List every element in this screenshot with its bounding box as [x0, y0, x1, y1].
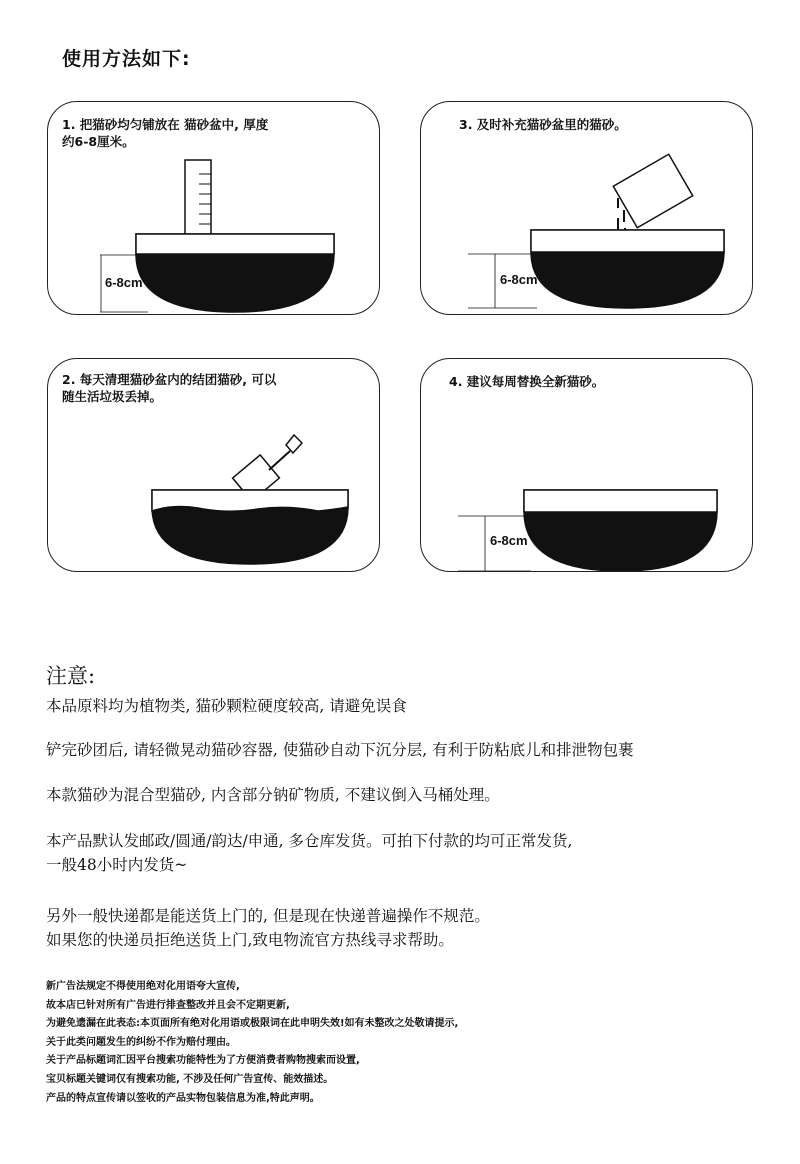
disclaimer-line: 故本店已针对所有广告进行排查整改并且会不定期更新, — [46, 999, 290, 1011]
usage-title: 使用方法如下: — [62, 48, 191, 70]
litter-bag-icon — [613, 154, 692, 228]
step-card-3 — [420, 101, 753, 315]
disclaimer-line: 关于产品标题词汇因平台搜索功能特性为了方便消费者购物搜索而设置, — [46, 1055, 360, 1067]
step-3-measure-label: 6-8cm — [500, 272, 538, 287]
note-item: 如果您的快递员拒绝送货上门,致电物流官方热线寻求帮助。 — [46, 931, 454, 949]
disclaimer-line: 宝贝标题关键词仅有搜索功能, 不涉及任何广告宣传、能效描述。 — [46, 1073, 334, 1085]
step-2-caption: 2. 每天清理猫砂盆内的结团猫砂, 可以 随生活垃圾丢掉。 — [62, 372, 277, 404]
note-item: 另外一般快递都是能送货上门的, 但是现在快递普遍操作不规范。 — [46, 907, 490, 925]
note-item: 本产品默认发邮政/圆通/韵达/申通, 多仓库发货。可拍下付款的均可正常发货, — [46, 832, 573, 850]
step-2-illustration — [48, 359, 380, 572]
step-1-caption: 1. 把猫砂均匀铺放在 猫砂盆中, 厚度 约6-8厘米。 — [62, 117, 269, 149]
disclaimer-line: 新广告法规定不得使用绝对化用语夸大宣传, — [46, 981, 240, 992]
disclaimer-line: 产品的特点宣传请以签收的产品实物包装信息为准,特此声明。 — [46, 1092, 320, 1104]
step-card-4 — [420, 358, 753, 572]
disclaimer-line: 为避免遗漏在此表态:本页面所有绝对化用语或极限词在此申明失效!如有未整改之处敬请提示, — [46, 1018, 459, 1030]
note-item: 铲完砂团后, 请轻微晃动猫砂容器, 使猫砂自动下沉分层, 有利于防粘底儿和排泄物包裹 — [46, 741, 634, 759]
litter-bowl-icon — [136, 234, 334, 312]
step-card-1 — [47, 101, 380, 315]
step-card-2 — [47, 358, 380, 572]
note-item: 本品原料均为植物类, 猫砂颗粒硬度较高, 请避免误食 — [46, 697, 407, 715]
ad-law-disclaimer — [46, 978, 458, 1108]
note-item: 本款猫砂为混合型猫砂, 内含部分钠矿物质, 不建议倒入马桶处理。 — [46, 786, 500, 804]
step-4-caption: 4. 建议每周替换全新猫砂。 — [449, 374, 605, 389]
disclaimer-line: 关于此类问题发生的纠纷不作为赔付理由。 — [46, 1036, 236, 1048]
step-1-illustration — [48, 102, 380, 315]
notes-heading: 注意: — [46, 664, 96, 688]
step-4-illustration — [421, 359, 753, 572]
litter-bowl-icon — [152, 490, 348, 564]
step-1-measure-label: 6-8cm — [105, 275, 143, 290]
step-3-illustration — [421, 102, 753, 315]
litter-bowl-icon — [531, 230, 724, 308]
step-3-caption: 3. 及时补充猫砂盆里的猫砂。 — [459, 117, 627, 132]
litter-bowl-icon — [524, 490, 717, 571]
note-item: 一般48小时内发货~ — [46, 856, 188, 874]
step-4-measure-label: 6-8cm — [490, 533, 528, 548]
